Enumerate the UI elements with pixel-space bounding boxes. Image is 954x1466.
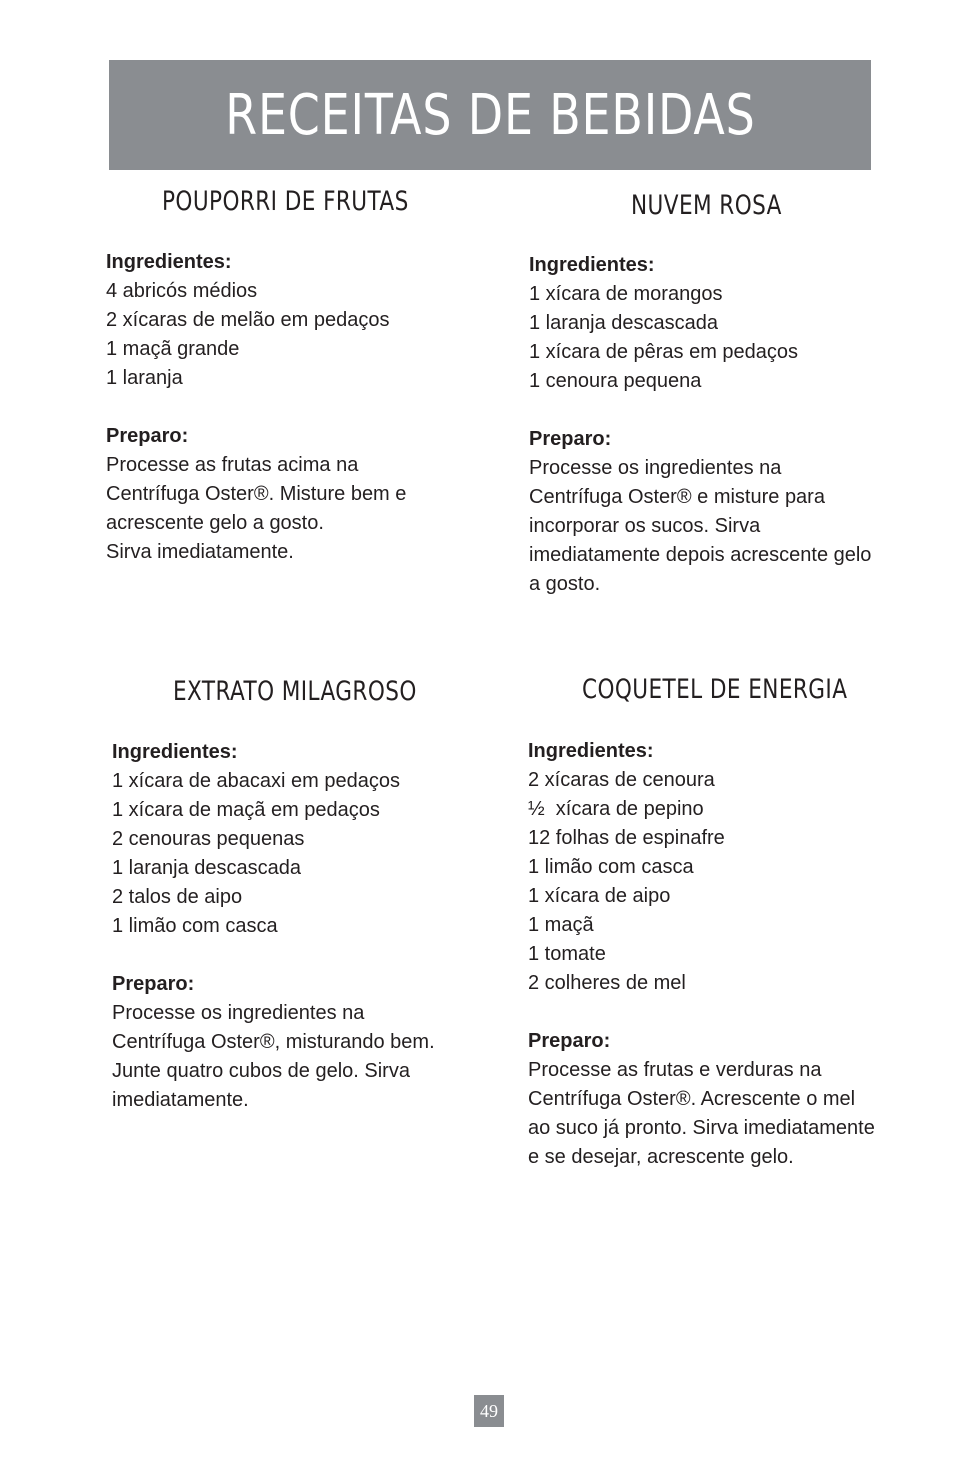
ingredient-item: 1 limão com casca [528,856,694,878]
spacer [528,998,875,1027]
ingredient-item: 1 xícara de morangos [529,283,723,305]
preparation-line: acrescente gelo a gosto. [106,512,324,534]
recipe-title: EXTRATO MILAGROSO [173,676,417,707]
preparation-label: Preparo: [528,1030,611,1052]
ingredient-item: ½ xícara de pepino [528,798,704,820]
ingredients-label: Ingredientes: [528,740,654,762]
preparation-line: Processe os ingredientes na [112,1002,365,1024]
preparation-line: Centrífuga Oster®, misturando bem. [112,1031,435,1053]
recipe-body [106,248,406,567]
page-title: RECEITAS DE BEBIDAS [224,82,756,148]
preparation-line: Processe as frutas acima na [106,454,359,476]
preparation-line: Junte quatro cubos de gelo. Sirva [112,1060,410,1082]
preparation-label: Preparo: [529,428,612,450]
preparation-line: e se desejar, acrescente gelo. [528,1146,794,1168]
ingredients-label: Ingredientes: [529,254,655,276]
ingredients-label: Ingredientes: [106,251,232,273]
ingredient-item: 2 talos de aipo [112,886,243,908]
page-number: 49 [474,1395,504,1427]
preparation-line: Centrífuga Oster®. Misture bem e [106,483,407,505]
ingredient-item: 1 maçã [528,914,594,936]
preparation-line: Sirva imediatamente. [106,541,294,563]
preparation-line: Processe os ingredientes na [529,457,782,479]
recipe-body [529,251,871,599]
preparation-line: a gosto. [529,573,601,595]
preparation-line: ao suco já pronto. Sirva imediatamente [528,1117,875,1139]
preparation-label: Preparo: [112,973,195,995]
ingredient-item: 1 tomate [528,943,606,965]
ingredient-item: 1 xícara de maçã em pedaços [112,799,380,821]
recipe-body [528,737,875,1172]
ingredient-item: 2 cenouras pequenas [112,828,305,850]
spacer [112,941,435,970]
ingredient-item: 1 xícara de aipo [528,885,671,907]
preparation-line: imediatamente depois acrescente gelo [529,544,872,566]
spacer [106,393,406,422]
recipe-body [112,738,435,1115]
recipe-title: POUPORRI DE FRUTAS [162,186,409,217]
ingredient-item: 2 xícaras de cenoura [528,769,715,791]
ingredient-item: 2 xícaras de melão em pedaços [106,309,390,331]
ingredient-item: 1 xícara de abacaxi em pedaços [112,770,400,792]
ingredient-item: 1 laranja descascada [529,312,719,334]
spacer [529,396,871,425]
ingredients-label: Ingredientes: [112,741,238,763]
preparation-line: incorporar os sucos. Sirva [529,515,761,537]
preparation-line: Processe as frutas e verduras na [528,1059,822,1081]
ingredient-item: 12 folhas de espinafre [528,827,725,849]
preparation-line: Centrífuga Oster® e misture para [529,486,825,508]
ingredient-item: 1 xícara de pêras em pedaços [529,341,799,363]
page-title-banner [109,60,871,170]
preparation-line: Centrífuga Oster®. Acrescente o mel [528,1088,856,1110]
ingredient-item: 1 laranja [106,367,183,389]
recipe-title: NUVEM ROSA [631,190,782,221]
ingredient-item: 1 maçã grande [106,338,240,360]
preparation-label: Preparo: [106,425,189,447]
ingredient-item: 1 cenoura pequena [529,370,702,392]
recipe-title: COQUETEL DE ENERGIA [582,674,848,705]
ingredient-item: 2 colheres de mel [528,972,686,994]
ingredient-item: 1 limão com casca [112,915,278,937]
preparation-line: imediatamente. [112,1089,249,1111]
ingredient-item: 4 abricós médios [106,280,258,302]
ingredient-item: 1 laranja descascada [112,857,302,879]
